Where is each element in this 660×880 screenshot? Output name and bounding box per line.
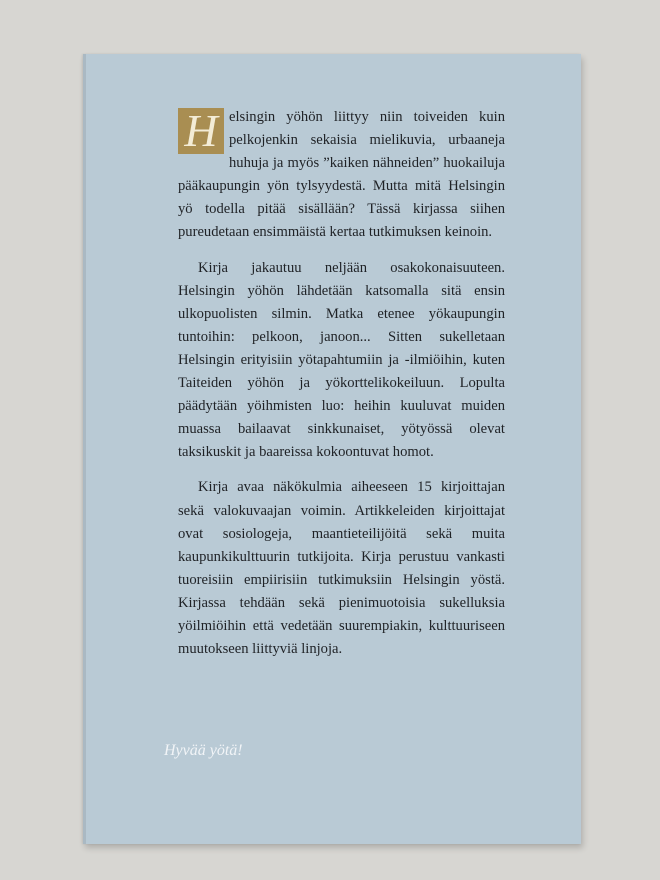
drop-cap-initial: H	[178, 108, 224, 154]
paragraph-1-text: elsingin yöhön liittyy niin toiveiden kuin pelkojenkin sekaisia mielikuvia, urbaaneja huhuja ja myös ”kaiken nähneiden” huokailuja pääkaupungin yön tylsyydestä. Mutta mitä Helsingin yö todella pitää sisällään? Tässä kirjassa siihen pureudetaan ensimmäistä kertaa tutkimuksen keinoin.	[178, 109, 505, 241]
blurb-text	[178, 106, 505, 661]
paragraph-3: Kirja avaa näkökulmia aiheeseen 15 kirjoittajan sekä valokuvaajan voimin. Artikkeleiden kirjoittajat ovat sosiologeja, maantieteilijöitä sekä muita kaupunkikulttuurin tutkijoita. Kirja perustuu vankasti tuoreisiin empiirisiin tutkimuksiin Helsingin yöstä. Kirjassa tehdään sekä pienimuotoisia sukelluksia yöilmiöihin että vedetään suurempiakin, kulttuuriseen muutokseen liittyviä linjoja.	[178, 479, 505, 658]
paragraph-1	[178, 106, 505, 245]
book-back-cover	[83, 54, 581, 844]
tagline: Hyvää yötä!	[164, 742, 243, 759]
paragraph-2: Kirja jakautuu neljään osakokonaisuuteen. Helsingin yöhön lähdetään katsomalla sitä ensin ulkopuolisten silmin. Matka etenee yökaupungin tuntoihin: pelkoon, janoon... Sitten sukelletaan Helsingin erityisiin yötapahtumiin ja -ilmiöihin, kuten Taiteiden yöhön ja yökorttelikokeiluun. Lopulta päädytään yöihmisten luo: heihin kuuluvat muiden muassa bailaavat sinkkunaiset, yötyössä olevat taksikuskit ja baareissa kokoontuvat homot.	[178, 259, 505, 461]
